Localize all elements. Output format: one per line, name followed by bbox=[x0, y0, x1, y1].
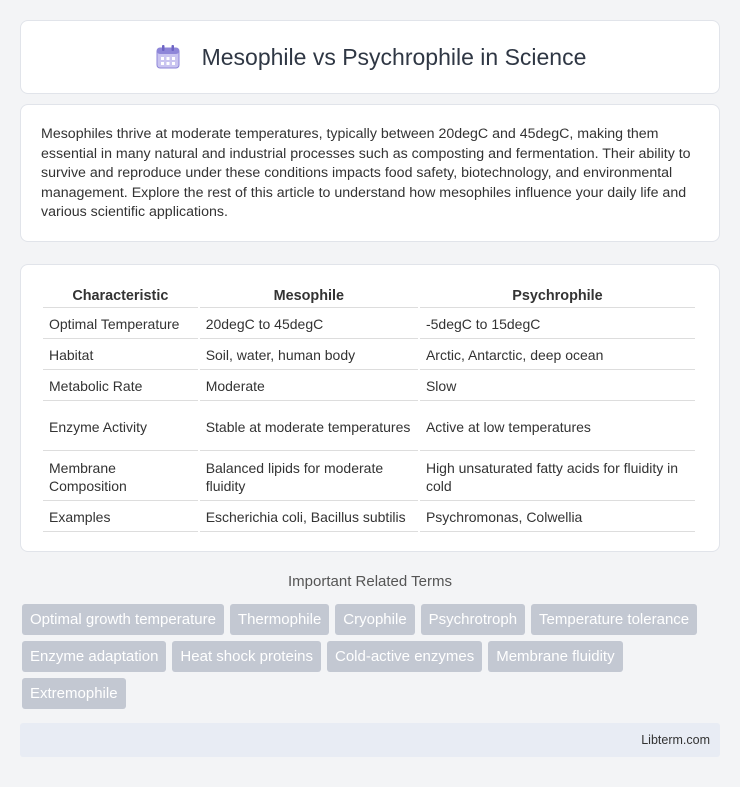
table-cell: Slow bbox=[420, 372, 695, 401]
table-row bbox=[43, 310, 695, 339]
table-row bbox=[43, 503, 695, 532]
table-cell: Moderate bbox=[200, 372, 418, 401]
table-row bbox=[43, 372, 695, 401]
table-cell: Examples bbox=[43, 503, 198, 532]
column-header: Characteristic bbox=[43, 285, 198, 308]
term-tag[interactable]: Cryophile bbox=[335, 604, 414, 635]
footer-site-link[interactable]: Libterm.com bbox=[641, 733, 710, 747]
table-cell: Habitat bbox=[43, 341, 198, 370]
table-row bbox=[43, 403, 695, 451]
table-cell: High unsaturated fatty acids for fluidity in cold bbox=[420, 453, 695, 501]
table-cell: Membrane Composition bbox=[43, 453, 198, 501]
intro-text: Mesophiles thrive at moderate temperatures, typically between 20degC and 45degC, making them essential in many natural and industrial processes such as composting and fermentation. Their ability to survive and reproduce under these conditions impacts food safety, biotechnology, and environmental management. Explore the rest of this article to understand how mesophiles influence your daily life and various scientific applications. bbox=[41, 126, 691, 221]
table-cell: Enzyme Activity bbox=[43, 403, 198, 451]
table-cell: Optimal Temperature bbox=[43, 310, 198, 339]
calendar-icon bbox=[154, 43, 182, 71]
footer bbox=[20, 723, 720, 757]
table-cell: Escherichia coli, Bacillus subtilis bbox=[200, 503, 418, 532]
table-cell: Metabolic Rate bbox=[43, 372, 198, 401]
page-title: Mesophile vs Psychrophile in Science bbox=[201, 43, 587, 70]
table-cell: Active at low temperatures bbox=[420, 403, 695, 451]
column-header: Mesophile bbox=[200, 285, 418, 308]
table-cell: Balanced lipids for moderate fluidity bbox=[200, 453, 418, 501]
table-cell: -5degC to 15degC bbox=[420, 310, 695, 339]
table-cell: Stable at moderate temperatures bbox=[200, 403, 418, 451]
term-tag[interactable]: Membrane fluidity bbox=[488, 641, 622, 672]
table-cell: Psychromonas, Colwellia bbox=[420, 503, 695, 532]
term-tag[interactable]: Temperature tolerance bbox=[531, 604, 697, 635]
term-tag[interactable]: Thermophile bbox=[230, 604, 329, 635]
table-header-row bbox=[43, 285, 695, 308]
table-cell: Arctic, Antarctic, deep ocean bbox=[420, 341, 695, 370]
column-header: Psychrophile bbox=[420, 285, 695, 308]
intro-card bbox=[20, 104, 720, 242]
comparison-table-card bbox=[20, 264, 720, 552]
term-tag[interactable]: Enzyme adaptation bbox=[22, 641, 166, 672]
term-tag[interactable]: Cold-active enzymes bbox=[327, 641, 482, 672]
table-row bbox=[43, 453, 695, 501]
header-card bbox=[20, 20, 720, 94]
table-cell: 20degC to 45degC bbox=[200, 310, 418, 339]
term-tag[interactable]: Heat shock proteins bbox=[172, 641, 321, 672]
term-tag[interactable]: Extremophile bbox=[22, 678, 126, 709]
table-cell: Soil, water, human body bbox=[200, 341, 418, 370]
comparison-table bbox=[41, 283, 697, 534]
term-tag[interactable]: Psychrotroph bbox=[421, 604, 525, 635]
related-terms-list bbox=[22, 604, 722, 715]
term-tag[interactable]: Optimal growth temperature bbox=[22, 604, 224, 635]
related-terms-title: Important Related Terms bbox=[288, 573, 452, 590]
table-row bbox=[43, 341, 695, 370]
